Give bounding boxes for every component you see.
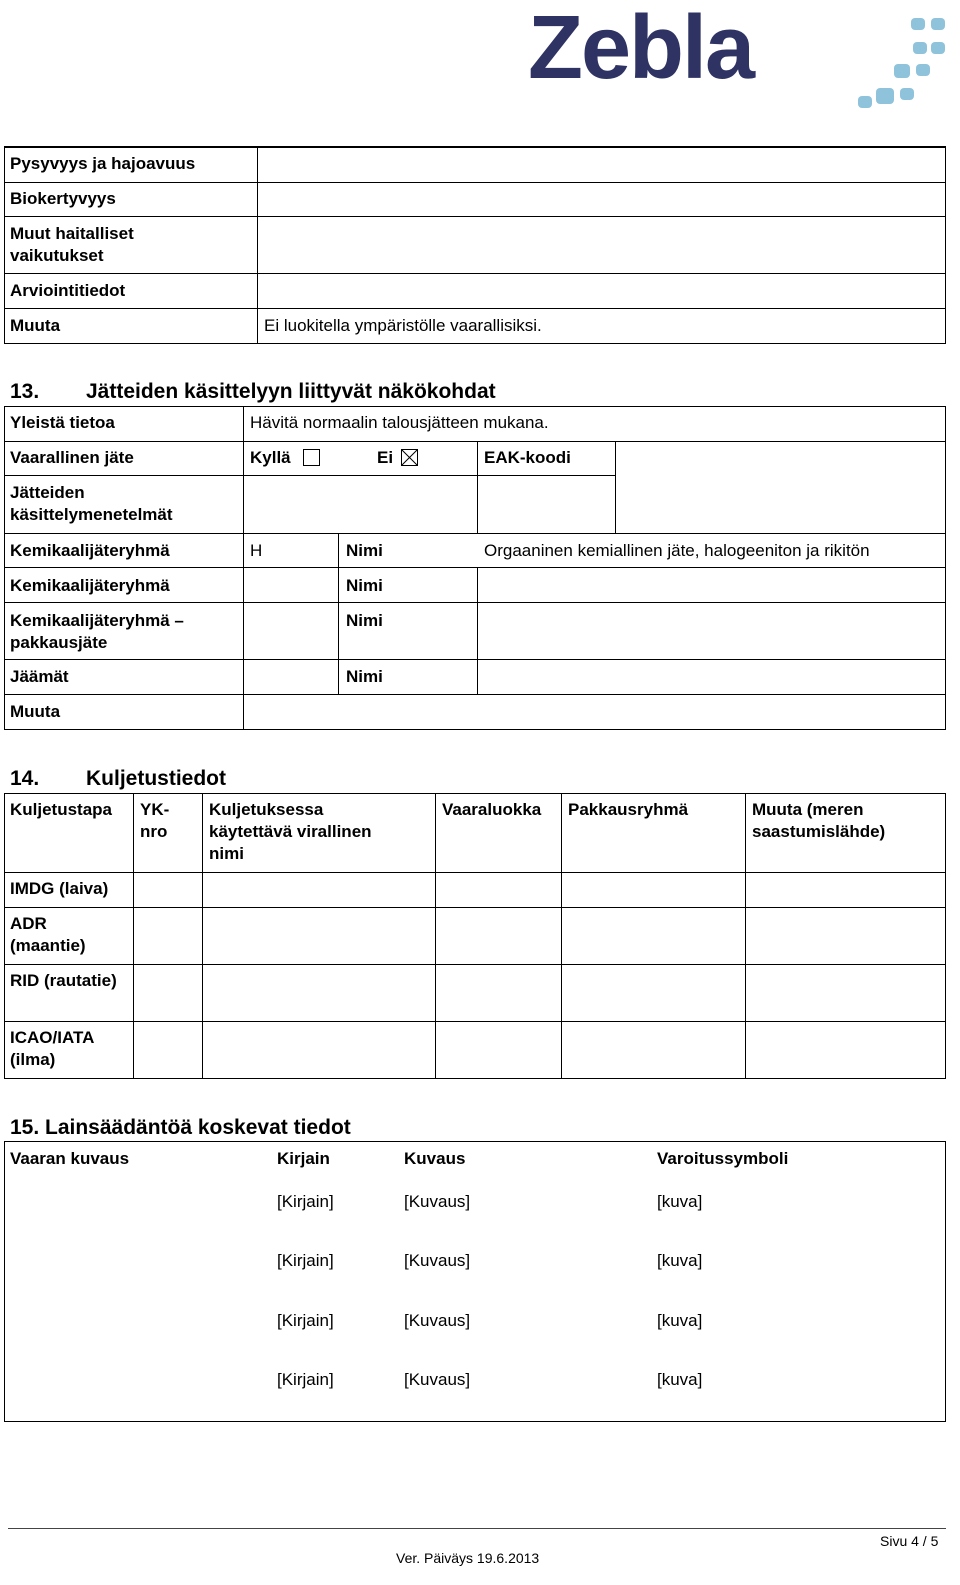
description-cell: [Kuvaus] [404,1311,471,1330]
description-cell: [Kuvaus] [404,1192,471,1211]
general-info-label: Yleistä tietoa [10,413,115,432]
letter-cell: [Kirjain] [277,1311,334,1330]
section15-number: 15. [10,1116,40,1139]
description-cell: [Kuvaus] [404,1370,471,1389]
chem-group-label-3: Kemikaalijäteryhmä – pakkausjäte [10,611,184,652]
yes-label: Kyllä [250,448,291,467]
general-info-value: Hävitä normaalin talousjätteen mukana. [250,413,549,432]
symbol-cell: [kuva] [657,1370,703,1389]
row-value-other: Ei luokitella ympäristölle vaarallisiksi. [264,316,542,335]
symbol-cell: [kuva] [657,1311,703,1330]
chem-group-code-1: H [250,541,263,560]
version-date: Ver. Päiväys 19.6.2013 [396,1550,540,1566]
transport-mode-rid: RID (rautatie) [10,971,117,990]
other-label: Muuta [10,702,61,721]
chem-group-label-2: Kemikaalijäteryhmä [10,576,170,595]
row-label-bioaccumulation: Biokertyvyys [10,189,116,208]
section13-title: Jätteiden käsittelyyn liittyvät näkökohdat [86,380,496,403]
transport-mode-icao: ICAO/IATA (ilma) [10,1028,94,1069]
residues-label: Jäämät [10,667,69,686]
chem-group-name-label-2: Nimi [346,576,383,595]
header-hazard-class: Vaaraluokka [442,800,542,819]
chem-group-name-value-1: Orgaaninen kemiallinen jäte, halogeeniton ja rikitön [484,541,870,560]
header-packing-group: Pakkausryhmä [568,800,689,819]
transport-mode-imdg: IMDG (laiva) [10,879,109,898]
transport-mode-adr: ADR (maantie) [10,914,86,955]
row-label-persistence: Pysyvyys ja hajoavuus [10,154,196,173]
residues-name-label: Nimi [346,667,383,686]
page-number: Sivu 4 / 5 [880,1533,939,1549]
letter-cell: [Kirjain] [277,1370,334,1389]
section13-number: 13. [10,380,40,403]
yes-checkbox[interactable] [303,449,320,466]
row-label-assessment: Arviointitiedot [10,281,126,300]
footer-divider [8,1528,946,1529]
section15-title: Lainsäädäntöä koskevat tiedot [45,1116,351,1139]
row-label-other: Muuta [10,316,61,335]
logo-wordmark: Zebla [528,0,754,98]
header-description: Kuvaus [404,1149,466,1168]
zebla-logo [528,0,948,115]
header-marine-pollutant: Muuta (meren saastumislähde) [752,800,886,841]
description-cell: [Kuvaus] [404,1251,471,1270]
checked-x-icon [402,450,417,465]
section14-number: 14. [10,767,40,790]
no-label: Ei [377,448,394,467]
row-label-other-effects: Muut haitalliset vaikutukset [10,224,134,265]
waste-methods-label: Jätteiden käsittelymenetelmät [10,483,173,524]
chem-group-label-1: Kemikaalijäteryhmä [10,541,170,560]
chem-group-name-label-1: Nimi [346,541,383,560]
symbol-cell: [kuva] [657,1251,703,1270]
letter-cell: [Kirjain] [277,1192,334,1211]
header-letter: Kirjain [277,1149,330,1168]
eak-code-label: EAK-koodi [484,448,571,467]
chem-group-name-label-3: Nimi [346,611,383,630]
header-warning-symbol: Varoitussymboli [657,1149,789,1168]
section14-title: Kuljetustiedot [86,767,226,790]
symbol-cell: [kuva] [657,1192,703,1211]
header-shipping-name: Kuljetuksessa käytettävä virallinen nimi [209,800,372,863]
header-transport-mode: Kuljetustapa [10,800,113,819]
letter-cell: [Kirjain] [277,1251,334,1270]
section15-box [4,1141,946,1422]
header-un-number: YK-nro [140,800,170,841]
hazardous-waste-label: Vaarallinen jäte [10,448,134,467]
header-hazard-description: Vaaran kuvaus [10,1149,130,1168]
no-checkbox[interactable] [401,449,418,466]
